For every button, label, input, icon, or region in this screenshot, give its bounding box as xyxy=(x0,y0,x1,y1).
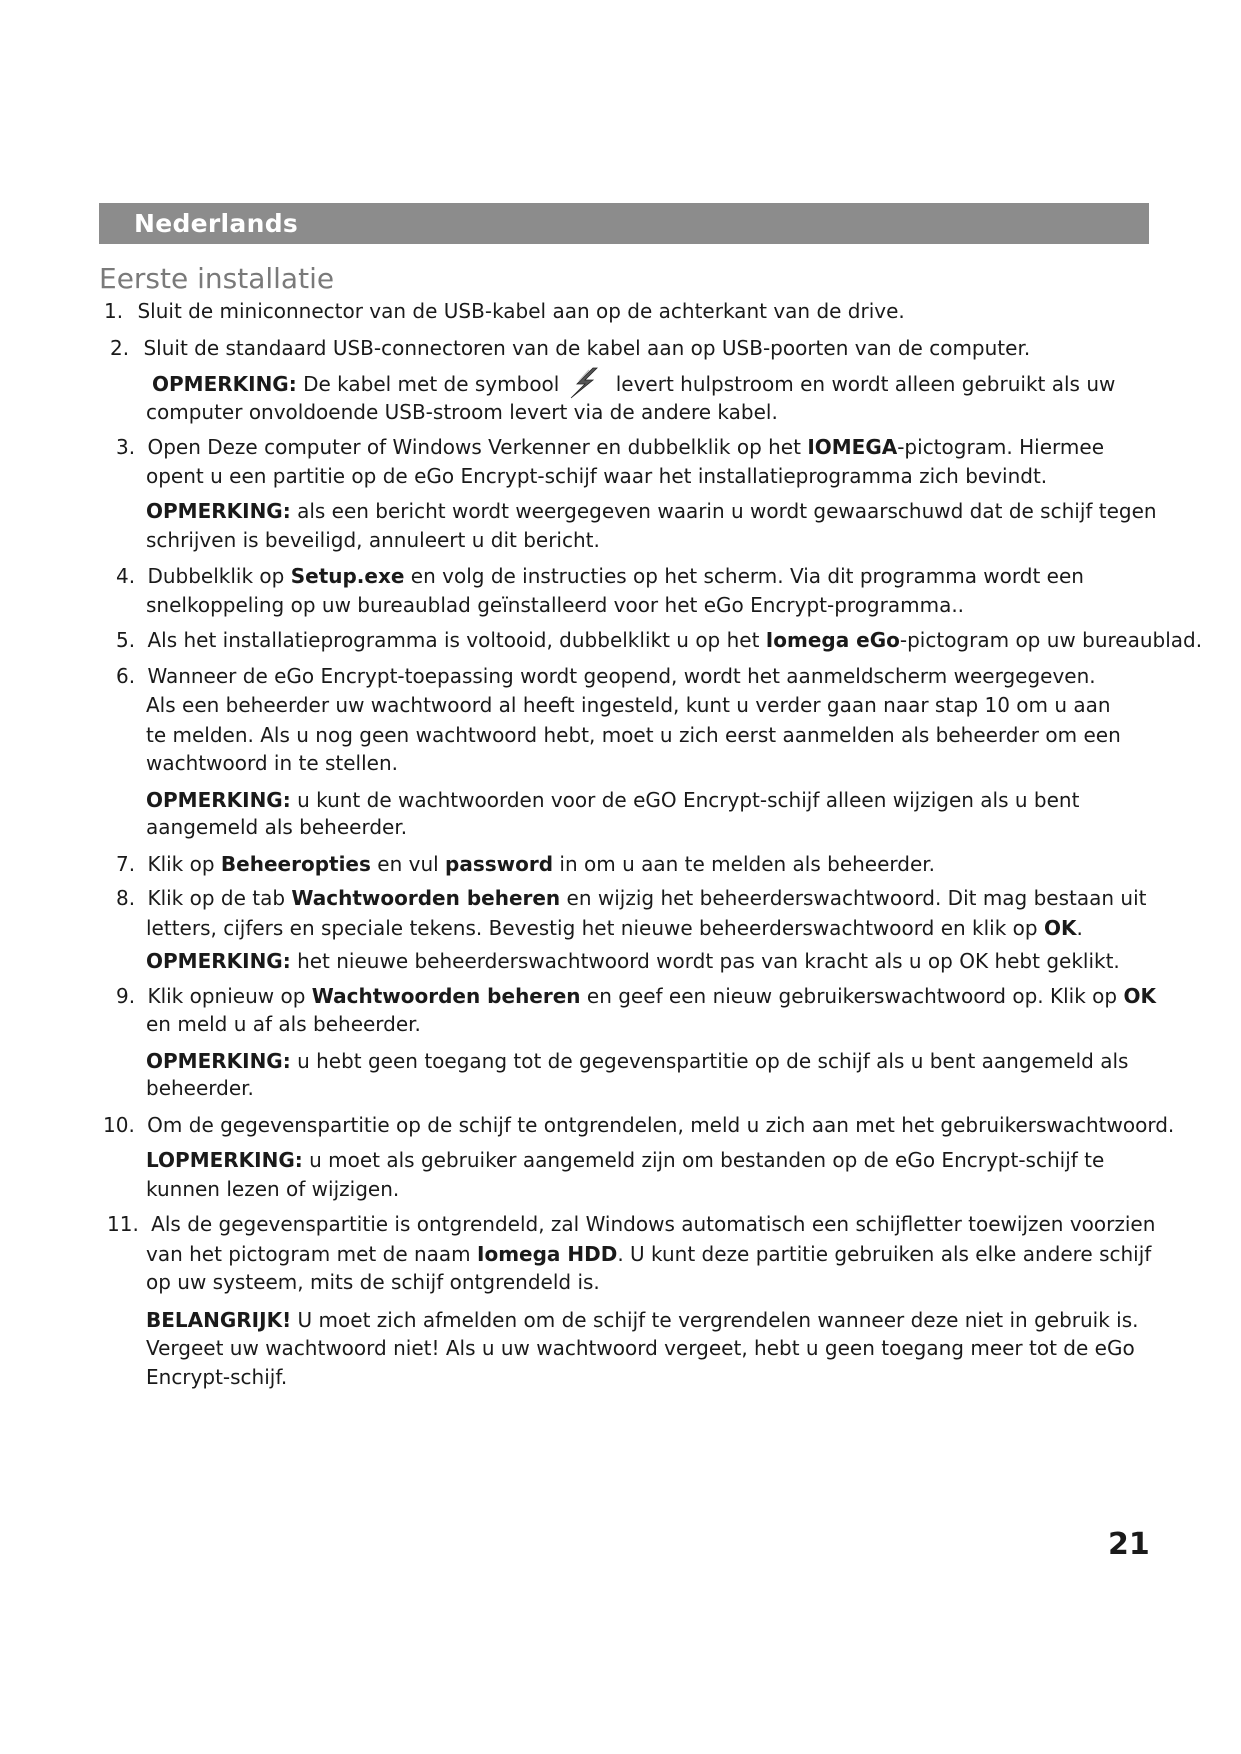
note-10 xyxy=(146,1146,1104,1175)
note-label: OPMERKING: xyxy=(152,372,297,396)
step-text: Sluit de standaard USB-connectoren van de kabel aan op USB-poorten van de computer. xyxy=(143,336,1031,360)
text-run: -pictogram. Hiermee xyxy=(897,435,1104,459)
step-8-line-2 xyxy=(146,914,1083,943)
step-text: Sluit de miniconnector van de USB-kabel aan op de achterkant van de drive. xyxy=(137,299,905,323)
step-text xyxy=(147,564,1084,588)
step-text: Als de gegevenspartitie is ontgrendeld, zal Windows automatisch een schijfletter toewijzen voorzien xyxy=(151,1212,1156,1236)
step-number: 11. xyxy=(107,1212,139,1236)
step-number: 9. xyxy=(116,984,136,1008)
note-text: levert hulpstroom en wordt alleen gebruikt als uw xyxy=(609,372,1116,396)
text-run: en wijzig het beheerderswachtwoord. Dit mag bestaan uit xyxy=(560,886,1147,910)
iomega-keyword: IOMEGA xyxy=(807,435,898,459)
ok-keyword: OK xyxy=(1123,984,1156,1008)
note-8 xyxy=(146,947,1120,976)
text-run: . U kunt deze partitie gebruiken als elke andere schijf xyxy=(617,1242,1152,1266)
page-number: 21 xyxy=(1108,1527,1150,1562)
note-text: u moet als gebruiker aangemeld zijn om bestanden op de eGo Encrypt-schijf te xyxy=(302,1148,1105,1172)
note-label: OPMERKING: xyxy=(146,949,291,973)
note-text: als een bericht wordt weergegeven waarin u wordt gewaarschuwd dat de schijf tegen xyxy=(290,499,1157,523)
note-9 xyxy=(146,1047,1128,1076)
step-2 xyxy=(110,334,1030,363)
text-run: en geef een nieuw gebruikerswachtwoord op. Klik op xyxy=(580,984,1124,1008)
step-text: Om de gegevenspartitie op de schijf te ontgrendelen, meld u zich aan met het gebruikerswachtwoord. xyxy=(147,1113,1175,1137)
language-header-bar xyxy=(99,203,1149,244)
note-text: u hebt geen toegang tot de gegevenspartitie op de schijf als u bent aangemeld als xyxy=(290,1049,1129,1073)
note-text: u kunt de wachtwoorden voor de eGO Encrypt-schijf alleen wijzigen als u bent xyxy=(290,788,1080,812)
text-run: Klik op de tab xyxy=(147,886,292,910)
ok-keyword: OK xyxy=(1043,916,1077,940)
text-run: Klik opnieuw op xyxy=(147,984,312,1008)
setup-exe-keyword: Setup.exe xyxy=(290,564,405,588)
step-9-line-2: en meld u af als beheerder. xyxy=(146,1012,421,1036)
note-text: De kabel met de symbool xyxy=(296,372,560,396)
text-run: letters, cijfers en speciale tekens. Bevestig het nieuwe beheerderswachtwoord en klik op xyxy=(146,916,1044,940)
step-4-line-2: snelkoppeling op uw bureaublad geïnstalleerd voor het eGo Encrypt-programma.. xyxy=(146,593,965,617)
step-text xyxy=(147,886,1146,910)
note-label: LOPMERKING: xyxy=(146,1148,303,1172)
step-number: 6. xyxy=(116,664,136,688)
text-run: Als het installatieprogramma is voltooid, dubbelklikt u op het xyxy=(147,628,766,652)
step-number: 7. xyxy=(116,852,136,876)
note-10-line-2: kunnen lezen of wijzigen. xyxy=(146,1177,400,1201)
step-number: 3. xyxy=(116,435,136,459)
step-11-line-2 xyxy=(146,1240,1151,1269)
note-label: OPMERKING: xyxy=(146,499,291,523)
text-run: Dubbelklik op xyxy=(147,564,291,588)
wachtwoorden-beheren-keyword: Wachtwoorden beheren xyxy=(311,984,581,1008)
note-text: U moet zich afmelden om de schijf te vergrendelen wanneer deze niet in gebruik is. xyxy=(291,1308,1139,1332)
text-run: in om u aan te melden als beheerder. xyxy=(553,852,936,876)
step-3-line-2: opent u een partitie op de eGo Encrypt-schijf waar het installatieprogramma zich bevindt. xyxy=(146,464,1048,488)
step-6-line-2: Als een beheerder uw wachtwoord al heeft ingesteld, kunt u verder gaan naar stap 10 om u aan xyxy=(146,693,1111,717)
step-6 xyxy=(116,662,1096,691)
section-title: Eerste installatie xyxy=(99,262,335,295)
text-run: en vul xyxy=(370,852,446,876)
step-number: 2. xyxy=(110,336,130,360)
text-run: -pictogram op uw bureaublad. xyxy=(899,628,1203,652)
step-number: 8. xyxy=(116,886,136,910)
step-number: 1. xyxy=(104,299,124,323)
note-9-line-2: beheerder. xyxy=(146,1076,254,1100)
step-10 xyxy=(103,1111,1174,1140)
text-run: van het pictogram met de naam xyxy=(146,1242,478,1266)
step-number: 4. xyxy=(116,564,136,588)
step-4 xyxy=(116,562,1084,591)
iomega-ego-keyword: Iomega eGo xyxy=(765,628,900,652)
note-label: OPMERKING: xyxy=(146,788,291,812)
text-run: . xyxy=(1076,916,1083,940)
step-7 xyxy=(116,850,935,879)
step-text: Wanneer de eGo Encrypt-toepassing wordt geopend, wordt het aanmeldscherm weergegeven. xyxy=(147,664,1096,688)
step-3 xyxy=(116,433,1104,462)
iomega-hdd-keyword: Iomega HDD xyxy=(477,1242,618,1266)
step-text xyxy=(147,628,1202,652)
step-text xyxy=(147,984,1156,1008)
step-1 xyxy=(104,297,905,326)
note-11-line-2: Vergeet uw wachtwoord niet! Als u uw wachtwoord vergeet, hebt u geen toegang meer tot de eGo xyxy=(146,1336,1135,1360)
beheeropties-keyword: Beheeropties xyxy=(220,852,371,876)
text-run: Klik op xyxy=(147,852,221,876)
note-3-line-2: schrijven is beveiligd, annuleert u dit bericht. xyxy=(146,528,600,552)
step-8 xyxy=(116,884,1147,913)
step-number: 5. xyxy=(116,628,136,652)
text-run: en volg de instructies op het scherm. Via dit programma wordt een xyxy=(404,564,1084,588)
step-9 xyxy=(116,982,1156,1011)
note-6 xyxy=(146,786,1079,815)
note-11 xyxy=(146,1306,1139,1335)
note-2 xyxy=(152,366,1115,400)
password-keyword: password xyxy=(445,852,554,876)
text-run: Open Deze computer of Windows Verkenner en dubbelklik op het xyxy=(147,435,808,459)
note-11-line-3: Encrypt-schijf. xyxy=(146,1365,288,1389)
step-11-line-3: op uw systeem, mits de schijf ontgrendeld is. xyxy=(146,1270,600,1294)
step-6-line-4: wachtwoord in te stellen. xyxy=(146,751,398,775)
step-11 xyxy=(107,1210,1155,1239)
step-text xyxy=(147,435,1104,459)
step-6-line-3: te melden. Als u nog geen wachtwoord hebt, moet u zich eerst aanmelden als beheerder om een xyxy=(146,723,1121,747)
note-label: OPMERKING: xyxy=(146,1049,291,1073)
note-3 xyxy=(146,497,1157,526)
step-5 xyxy=(116,626,1202,655)
note-text: het nieuwe beheerderswachtwoord wordt pas van kracht als u op OK hebt geklikt. xyxy=(290,949,1120,973)
language-label: Nederlands xyxy=(134,209,299,238)
step-text xyxy=(147,852,935,876)
power-cable-symbol-icon xyxy=(563,366,605,400)
note-label: BELANGRIJK! xyxy=(146,1308,292,1332)
wachtwoorden-beheren-keyword: Wachtwoorden beheren xyxy=(291,886,561,910)
note-6-line-2: aangemeld als beheerder. xyxy=(146,815,408,839)
note-2-line-2: computer onvoldoende USB-stroom levert via de andere kabel. xyxy=(146,400,778,424)
step-number: 10. xyxy=(103,1113,135,1137)
